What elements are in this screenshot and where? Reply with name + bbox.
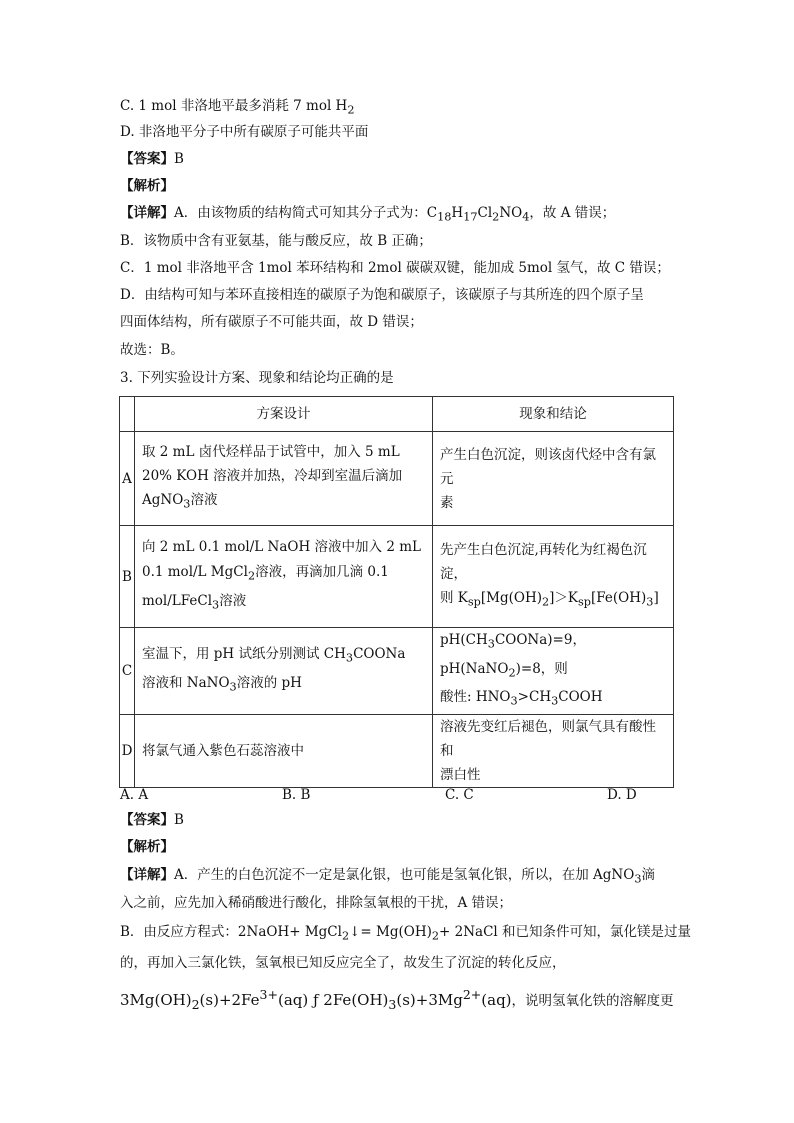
design-cell: 取 2 mL 卤代烃样品于试管中，加入 5 mL 20% KOH 溶液并加热，冷却到室温后滴加 AgNO$_3$溶液 (135, 432, 433, 526)
q3-analysis-heading: 【解析】 (120, 839, 174, 855)
detail-a: 【详解】A．由该物质的结构简式可知其分子式为：$C_{18}H_{17}Cl_2NO_4$，故 A 错误； (120, 205, 616, 224)
result-cell: 产生白色沉淀，则该卤代烃中含有氯元 素 (433, 432, 674, 526)
choice-d: D. D (607, 787, 637, 803)
design-cell: 向 2 mL 0.1 mol/L NaOH 溶液中加入 2 mL 0.1 mol/L MgCl$_2$溶液，再滴加几滴 0.1 mol/LFeCl$_3$溶液 (135, 526, 433, 628)
q3-detail-b-2: 的，再加入三氯化铁，氢氧根已知反应完全了，故发生了沉淀的转化反应， (120, 955, 566, 971)
q3-equation-line: $3Mg(OH)_2(s)+2Fe^{3+}(aq)$ ƒ $2Fe(OH)_3(s)+3Mg^{2+}(aq)$，说明氢氧化铁的溶解度更 (120, 987, 674, 1012)
detail-b: B．该物质中含有亚氨基，能与酸反应，故 B 正确； (120, 233, 432, 249)
header-design: 方案设计 (135, 397, 433, 432)
choice-a: A. A (120, 787, 149, 803)
table-row-a (120, 432, 674, 526)
q3-detail-a-2: 入之前，应先加入稀硝酸进行酸化，排除氢氧根的干扰，A 错误； (120, 895, 513, 911)
header-result: 现象和结论 (433, 397, 674, 432)
q3-detail-a-1: 【详解】A．产生的白色沉淀不一定是氯化银，也可能是氢氧化银，所以，在加 AgNO$_3$滴 (120, 867, 655, 886)
question-3-stem: 3. 下列实验设计方案、现象和结论均正确的是 (120, 370, 394, 386)
table-row-c (120, 628, 674, 715)
q3-answer-line: 【答案】B (120, 812, 184, 828)
design-cell: 室温下，用 pH 试纸分别测试 $CH_3COONa$ 溶液和 NaNO$_3$溶液的 pH (135, 628, 433, 715)
result-cell: 先产生白色沉淀,再转化为红褐色沉淀， 则 $K_{sp}[Mg(OH)_2]>K_{sp}[Fe(OH)_3]$ (433, 526, 674, 628)
row-label: D (120, 715, 135, 788)
result-cell: 溶液先变红后褪色，则氯气具有酸性和 漂白性 (433, 715, 674, 788)
detail-c: C．1 mol 非洛地平含 1mol 苯环结构和 2mol 碳碳双键，能加成 5mol 氢气，故 C 错误； (120, 260, 670, 276)
option-c: C. 1 mol 非洛地平最多消耗 7 mol $H_2$ (120, 98, 355, 117)
detail-d-1: D．由结构可知与苯环直接相连的碳原子为饱和碳原子，该碳原子与其所连的四个原子呈 (120, 287, 644, 303)
table-row-d (120, 715, 674, 788)
experiment-table (119, 396, 674, 788)
option-d: D. 非洛地平分子中所有碳原子可能共平面 (120, 124, 369, 140)
q3-detail-b-1: B．由反应方程式：2NaOH+ MgCl$_2$↓= $Mg(OH)_2+$ 2NaCl 和已知条件可知，氯化镁是过量 (120, 924, 692, 943)
result-cell: $pH(CH_3COONa)=9$，pH(NaNO$_2$)=8，则 酸性: $HNO_3>CH_3COOH$ (433, 628, 674, 715)
choice-c: C. C (445, 787, 474, 803)
table-row-b (120, 526, 674, 628)
row-label: A (120, 432, 135, 526)
analysis-heading: 【解析】 (120, 178, 174, 194)
design-cell: 将氯气通入紫色石蕊溶液中 (135, 715, 433, 788)
answer-line: 【答案】B (120, 151, 184, 167)
detail-d-2: 四面体结构，所有碳原子不可能共面，故 D 错误； (120, 314, 423, 330)
row-label: B (120, 526, 135, 628)
conclusion: 故选：B。 (120, 342, 184, 358)
choice-b: B. B (282, 787, 311, 803)
table-corner-cell (120, 397, 135, 432)
row-label: C (120, 628, 135, 715)
table-header-row (120, 397, 674, 432)
